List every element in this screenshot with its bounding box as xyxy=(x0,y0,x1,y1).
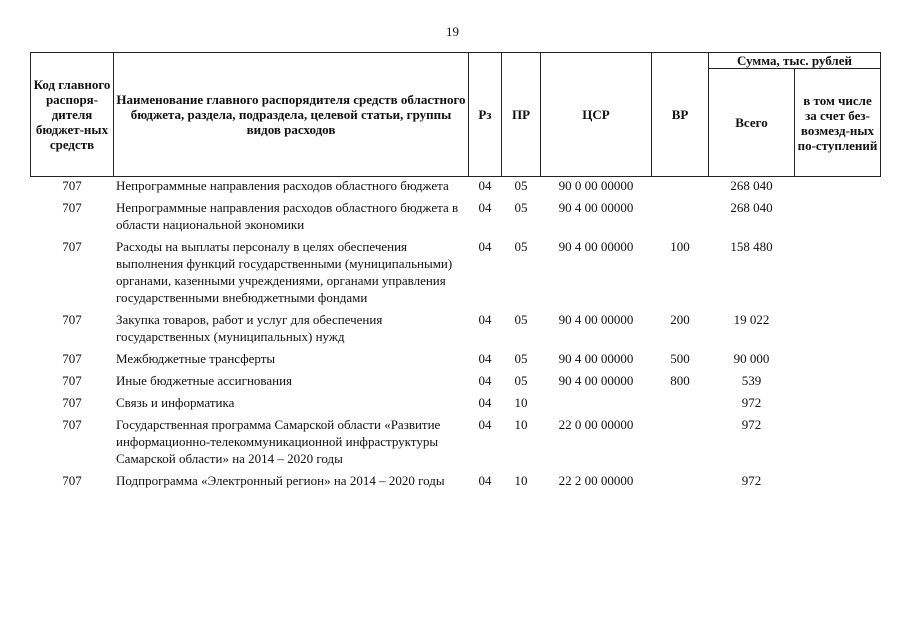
header-rz: Рз xyxy=(469,53,502,177)
row-total: 268 040 xyxy=(730,178,773,193)
row-csr: 22 2 00 00000 xyxy=(558,473,634,488)
row-csr: 90 4 00 00000 xyxy=(558,312,634,327)
row-name: Подпрограмма «Электронный регион» на 2014 – 2020 годы xyxy=(116,473,445,488)
row-total: 972 xyxy=(741,395,762,410)
row-vr xyxy=(652,199,709,238)
row-total: 158 480 xyxy=(730,239,773,254)
row-total: 539 xyxy=(741,373,762,388)
row-total: 268 040 xyxy=(730,200,773,215)
row-csr xyxy=(541,394,652,416)
row-vr xyxy=(652,416,709,472)
row-csr: 90 0 00 00000 xyxy=(558,178,634,193)
budget-table xyxy=(30,52,881,494)
row-rz: 04 xyxy=(478,473,492,488)
row-pr: 05 xyxy=(514,239,528,254)
row-code: 707 xyxy=(62,239,82,254)
row-name: Межбюджетные трансферты xyxy=(116,351,276,366)
table-row xyxy=(31,350,881,372)
row-rz: 04 xyxy=(478,373,492,388)
row-total: 972 xyxy=(741,417,762,432)
header-name: Наименование главного распорядителя средств областного бюджета, раздела, подраздела, целевой статьи, группы видов расходов xyxy=(114,53,469,177)
header-csr: ЦСР xyxy=(541,53,652,177)
row-free xyxy=(795,416,881,472)
row-code: 707 xyxy=(62,178,82,193)
row-code: 707 xyxy=(62,312,82,327)
row-csr: 22 0 00 00000 xyxy=(558,417,634,432)
row-total: 972 xyxy=(741,473,762,488)
row-vr xyxy=(652,177,709,200)
table-row xyxy=(31,199,881,238)
row-rz: 04 xyxy=(478,312,492,327)
row-csr: 90 4 00 00000 xyxy=(558,239,634,254)
row-rz: 04 xyxy=(478,239,492,254)
table-body xyxy=(31,177,881,495)
page-number-text: 19 xyxy=(446,24,459,39)
row-name: Непрограммные направления расходов областного бюджета в области национальной экономики xyxy=(116,200,459,232)
row-rz: 04 xyxy=(478,417,492,432)
header-total: Всего xyxy=(709,69,795,177)
row-name: Непрограммные направления расходов областного бюджета xyxy=(116,178,449,193)
table-row xyxy=(31,372,881,394)
row-name: Связь и информатика xyxy=(116,395,235,410)
header-free: в том числе за счет без-возмезд-ных по-ступлений xyxy=(795,69,881,177)
row-rz: 04 xyxy=(478,395,492,410)
row-rz: 04 xyxy=(478,178,492,193)
table-row xyxy=(31,416,881,472)
header-vr: ВР xyxy=(652,53,709,177)
row-total: 90 000 xyxy=(733,351,770,366)
row-csr: 90 4 00 00000 xyxy=(558,200,634,215)
row-total: 19 022 xyxy=(733,312,770,327)
row-free xyxy=(795,394,881,416)
row-vr xyxy=(652,472,709,494)
row-free xyxy=(795,472,881,494)
table-row xyxy=(31,394,881,416)
table-header xyxy=(31,53,881,177)
row-vr: 200 xyxy=(670,312,690,327)
header-sum: Сумма, тыс. рублей xyxy=(709,53,881,69)
row-name: Расходы на выплаты персоналу в целях обеспечения выполнения функций государственными (муниципальными) органами, казенными учреждениями, органами управления государственными внебюджетными фондами xyxy=(116,239,453,305)
row-code: 707 xyxy=(62,395,82,410)
row-pr: 05 xyxy=(514,312,528,327)
row-code: 707 xyxy=(62,200,82,215)
row-free xyxy=(795,350,881,372)
row-csr: 90 4 00 00000 xyxy=(558,351,634,366)
row-free xyxy=(795,199,881,238)
row-pr: 05 xyxy=(514,351,528,366)
row-name: Иные бюджетные ассигнования xyxy=(116,373,293,388)
row-vr: 100 xyxy=(670,239,690,254)
row-free xyxy=(795,311,881,350)
table-row xyxy=(31,177,881,200)
row-csr: 90 4 00 00000 xyxy=(558,373,634,388)
table-row xyxy=(31,472,881,494)
header-pr: ПР xyxy=(502,53,541,177)
row-name: Государственная программа Самарской области «Развитие информационно-телекоммуникационной инфраструктуры Самарской области» на 2014 – 2020 годы xyxy=(116,417,441,466)
row-vr: 500 xyxy=(670,351,690,366)
header-code: Код главного распоря-дителя бюджет-ных средств xyxy=(31,53,114,177)
row-free xyxy=(795,238,881,311)
row-rz: 04 xyxy=(478,200,492,215)
row-code: 707 xyxy=(62,473,82,488)
table-row xyxy=(31,238,881,311)
row-vr xyxy=(652,394,709,416)
row-code: 707 xyxy=(62,373,82,388)
row-pr: 10 xyxy=(514,473,528,488)
row-code: 707 xyxy=(62,351,82,366)
row-pr: 10 xyxy=(514,395,528,410)
row-pr: 05 xyxy=(514,178,528,193)
row-pr: 10 xyxy=(514,417,528,432)
row-rz: 04 xyxy=(478,351,492,366)
row-vr: 800 xyxy=(670,373,690,388)
row-pr: 05 xyxy=(514,200,528,215)
row-pr: 05 xyxy=(514,373,528,388)
row-code: 707 xyxy=(62,417,82,432)
row-name: Закупка товаров, работ и услуг для обеспечения государственных (муниципальных) нужд xyxy=(116,312,383,344)
row-free xyxy=(795,177,881,200)
row-free xyxy=(795,372,881,394)
table-row xyxy=(31,311,881,350)
